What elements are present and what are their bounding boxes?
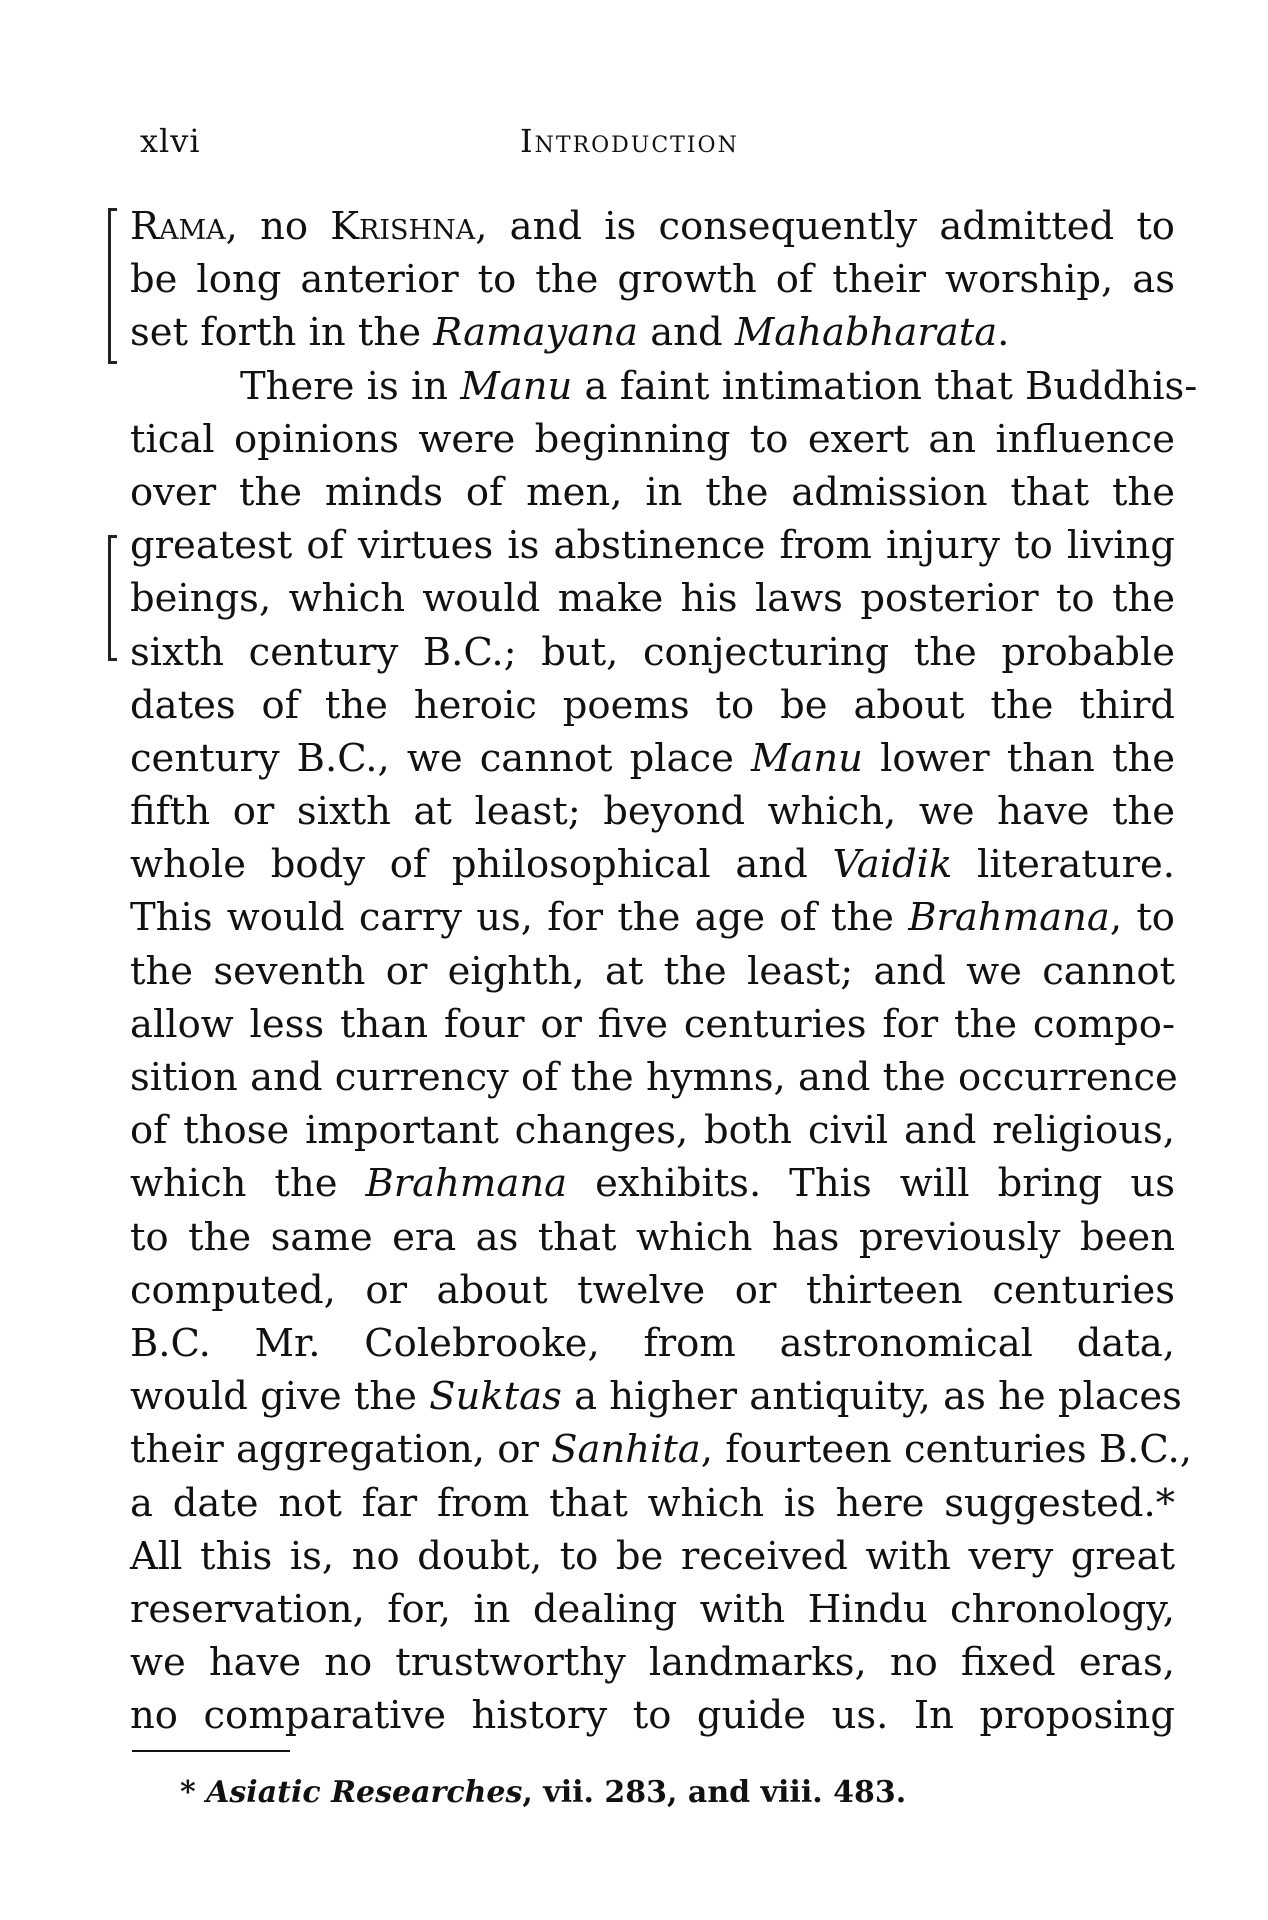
text-segment: exhibits. This will bring us bbox=[567, 1161, 1175, 1207]
text-segment: to the same era as that which has previously been bbox=[130, 1214, 1175, 1260]
text-segment: Mahabharata bbox=[734, 310, 998, 356]
text-segment: Vaidik bbox=[832, 842, 953, 888]
text-segment: , to bbox=[1109, 895, 1175, 941]
text-line bbox=[130, 626, 1175, 679]
margin-bracket-top bbox=[108, 208, 117, 364]
text-line bbox=[130, 1583, 1175, 1636]
text-segment: Ramayana bbox=[433, 310, 638, 356]
text-line bbox=[130, 945, 1175, 998]
text-segment: Brahmana bbox=[365, 1161, 568, 1207]
text-segment: Suktas bbox=[429, 1374, 562, 1420]
text-line bbox=[130, 679, 1175, 732]
body-text bbox=[130, 200, 1198, 1742]
text-line bbox=[130, 1264, 1175, 1317]
text-line bbox=[130, 200, 1175, 253]
text-line bbox=[130, 1477, 1175, 1530]
text-line bbox=[130, 1104, 1175, 1157]
footnote-rule bbox=[132, 1750, 290, 1752]
text-segment: lower than the bbox=[862, 735, 1175, 781]
text-line bbox=[130, 1423, 1192, 1476]
text-line bbox=[130, 891, 1175, 944]
text-segment: sixth century B.C.; but, conjecturing the probable bbox=[130, 629, 1175, 675]
page-number: xlvi bbox=[140, 122, 201, 160]
text-segment: computed, or about twelve or thirteen centuries bbox=[130, 1267, 1175, 1313]
text-segment: B.C. Mr. Colebrooke, from astronomical data, bbox=[130, 1320, 1175, 1366]
text-segment: All this is, no doubt, to be received with very great bbox=[130, 1533, 1175, 1579]
text-line bbox=[130, 1157, 1175, 1210]
text-segment: of those important changes, both civil and religious, bbox=[130, 1108, 1175, 1154]
text-segment: set forth in the bbox=[130, 310, 434, 356]
text-line bbox=[130, 253, 1175, 306]
text-segment: a higher antiquity, as he places bbox=[561, 1374, 1182, 1420]
text-segment: tical opinions were beginning to exert an influence bbox=[130, 416, 1175, 462]
text-segment: and bbox=[637, 310, 735, 356]
text-segment: no comparative history to guide us. In proposing bbox=[130, 1693, 1175, 1739]
text-line bbox=[130, 1689, 1175, 1742]
text-segment: , and is consequently admitted to bbox=[475, 204, 1175, 249]
text-segment: greatest of virtues is abstinence from injury to living bbox=[130, 523, 1175, 569]
running-head: Introduction bbox=[520, 122, 739, 160]
text-segment: Manu bbox=[460, 363, 573, 409]
text-line bbox=[130, 519, 1175, 572]
text-segment: a date not far from that which is here suggested.* bbox=[130, 1480, 1175, 1526]
text-segment: which the bbox=[130, 1161, 366, 1207]
footnote-reference: , vii. 283, and viii. 483. bbox=[522, 1775, 907, 1810]
text-line bbox=[130, 1370, 1182, 1423]
text-segment: reservation, for, in dealing with Hindu chronology, bbox=[130, 1586, 1175, 1632]
text-segment: century B.C., we cannot place bbox=[130, 735, 751, 781]
text-segment: dates of the heroic poems to be about the third bbox=[130, 682, 1175, 728]
text-segment: beings, which would make his laws posterior to the bbox=[130, 576, 1175, 622]
text-line bbox=[130, 998, 1175, 1051]
text-segment: This would carry us, for the age of the bbox=[130, 895, 909, 941]
text-segment: Sanhita bbox=[551, 1427, 701, 1473]
text-line bbox=[130, 1317, 1175, 1370]
text-segment: allow less than four or five centuries for the compo- bbox=[130, 1001, 1175, 1047]
text-line bbox=[130, 732, 1175, 785]
text-segment: over the minds of men, in the admission that the bbox=[130, 469, 1175, 515]
page-header bbox=[140, 122, 1180, 172]
text-segment: would give the bbox=[130, 1374, 430, 1420]
text-segment: their aggregation, or bbox=[130, 1427, 552, 1473]
text-segment: Manu bbox=[750, 735, 863, 781]
text-line bbox=[130, 785, 1175, 838]
text-segment: literature. bbox=[952, 842, 1175, 888]
text-segment: Krishna bbox=[330, 204, 476, 249]
text-line bbox=[130, 838, 1175, 891]
footnote-marker: * bbox=[180, 1775, 207, 1810]
text-segment: Brahmana bbox=[908, 895, 1110, 941]
footnote-source: Asiatic Researches bbox=[206, 1775, 523, 1810]
text-segment: the seventh or eighth, at the least; and we cannot bbox=[130, 948, 1175, 994]
text-line bbox=[130, 572, 1175, 625]
text-segment: . bbox=[997, 310, 1010, 356]
text-segment: , fourteen centuries B.C., bbox=[700, 1427, 1192, 1473]
text-segment: we have no trustworthy landmarks, no fixed eras, bbox=[130, 1640, 1175, 1686]
text-line bbox=[130, 1530, 1175, 1583]
text-line bbox=[130, 306, 1175, 359]
text-segment: a faint intimation that Buddhis- bbox=[572, 363, 1198, 409]
text-segment: There is in bbox=[240, 363, 461, 409]
text-segment: , no bbox=[225, 204, 331, 249]
text-segment: be long anterior to the growth of their worship, as bbox=[130, 257, 1175, 303]
margin-bracket-middle bbox=[108, 535, 117, 661]
text-segment: whole body of philosophical and bbox=[130, 842, 833, 888]
text-line bbox=[130, 413, 1175, 466]
text-line bbox=[130, 466, 1175, 519]
text-line bbox=[130, 1051, 1178, 1104]
text-segment: fifth or sixth at least; beyond which, we have the bbox=[130, 789, 1175, 835]
text-segment: sition and currency of the hymns, and the occurrence bbox=[130, 1055, 1178, 1100]
text-line bbox=[130, 1211, 1175, 1264]
footnote bbox=[180, 1775, 906, 1810]
text-line bbox=[130, 1636, 1175, 1689]
text-segment: Rama bbox=[130, 204, 226, 249]
text-line bbox=[130, 360, 1198, 413]
